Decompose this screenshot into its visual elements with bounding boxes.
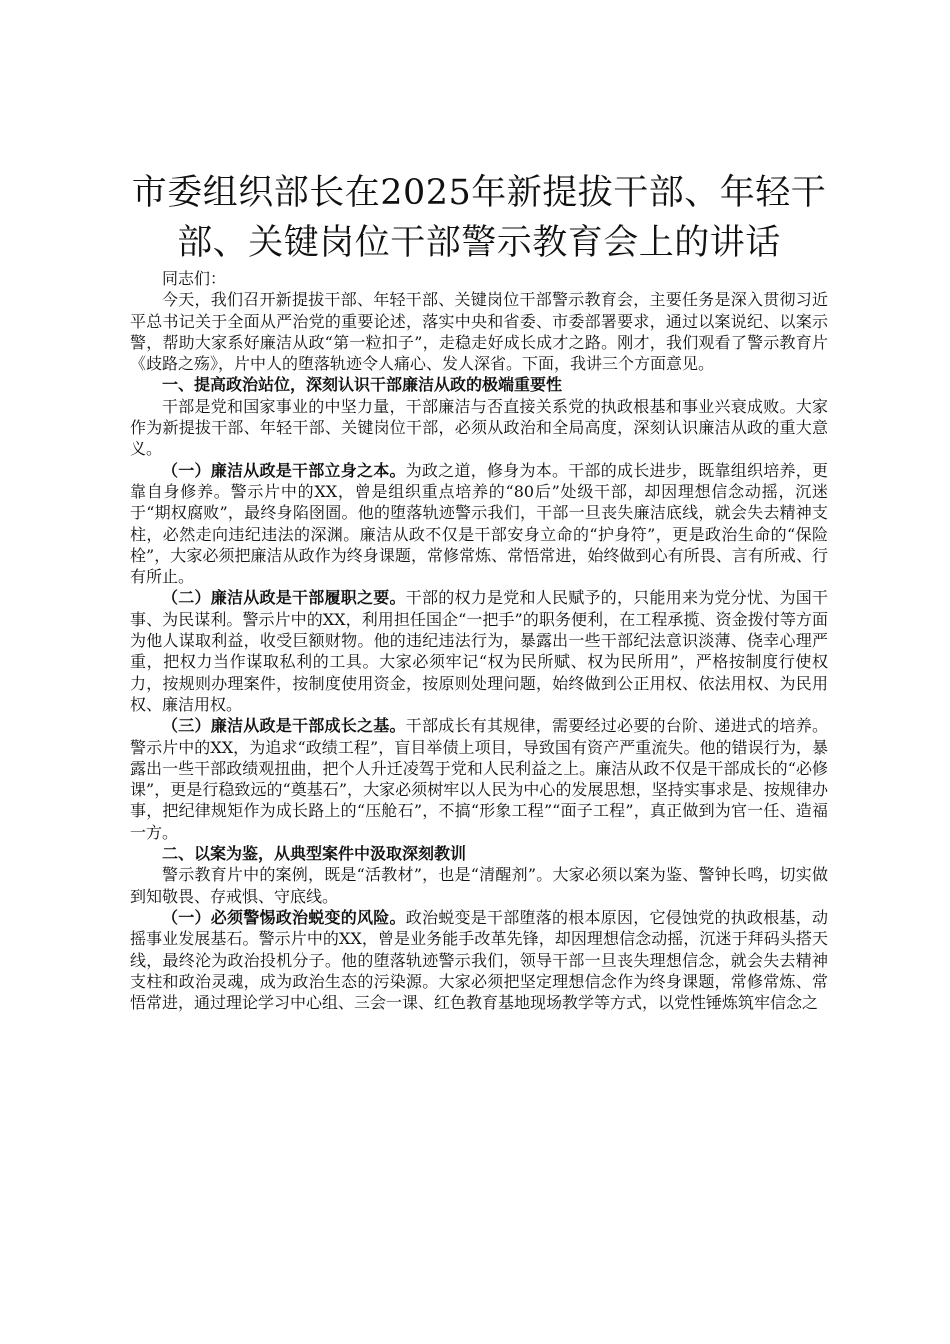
title-line-2: 部、关键岗位干部警示教育会上的讲话 [177,223,781,263]
point-body: 政治蜕变是干部堕落的根本原因，它侵蚀党的执政根基，动摇事业发展基石。警示片中的XX，曾是业务能手改革先锋，却因理想信念动摇，沉迷于拜码头搭天线，最终沦为政治投机分子。他的堕落轨迹警示我们，领导干部一旦丧失理想信念，就会失去精神支柱和政治灵魂，成为政治生态的污染源。大家必须把坚定理想信念作为终身课题，常修常炼、常悟常进，通过理论学习中心组、三会一课、红色教育基地现场教学等方式，以党性锤炼筑牢信念之 [130,907,828,1013]
document-title [130,168,828,268]
point-body: 为政之道，修身为本。干部的成长进步，既靠组织培养，更靠自身修养。警示片中的XX，曾是组织重点培养的“80后”处级干部，却因理想信念动摇，沉迷于“期权腐败”，最终身陷囹圄。他的堕落轨迹警示我们，干部一旦丧失廉洁底线，就会失去精神支柱，必然走向违纪违法的深渊。廉洁从政不仅是干部安身立命的“护身符”，更是政治生命的“保险栓”，大家必须把廉洁从政作为终身课题，常修常炼、常悟常进，始终做到心有所畏、言有所戒、行有所止。 [130,460,828,587]
point-lead: （二）廉洁从政是干部履职之要。 [162,588,406,608]
point-lead: （一）必须警惕政治蜕变的风险。 [162,907,406,927]
point-body: 干部的权力是党和人民赋予的，只能用来为党分忧、为国干事、为民谋利。警示片中的XX，利用担任国企“一把手”的职务便利，在工程承揽、资金拨付等方面为他人谋取利益，收受巨额财物。他的违纪违法行为，暴露出一些干部纪法意识淡薄、侥幸心理严重，把权力当作谋取私利的工具。大家必须牢记“权为民所赋、权为民所用”，严格按制度行使权力，按规则办理案件，按制度使用资金，按原则处理问题，始终做到公正用权、依法用权、为民用权、廉洁用权。 [130,588,828,714]
document-page [130,168,828,1013]
section-2-intro: 警示教育片中的案例，既是“活教材”，也是“清醒剂”。大家必须以案为鉴、警钟长鸣，切实做到知敬畏、存戒惧、守底线。 [130,865,828,906]
point-body: 干部成长有其规律，需要经过必要的台阶、递进式的培养。警示片中的XX，为追求“政绩工程”，盲目举债上项目，导致国有资产严重流失。他的错误行为，暴露出一些干部政绩观扭曲，把个人升迁凌驾于党和人民利益之上。廉洁从政不仅是干部成长的“必修课”，更是行稳致远的“奠基石”，大家必须树牢以人民为中心的发展思想，坚持实事求是、按规律办事，把纪律规矩作为成长路上的“压舱石”，不搞“形象工程”“面子工程”，真正做到为官一任、造福一方。 [130,716,828,842]
section-2-point-1 [130,907,828,1013]
intro-paragraph: 今天，我们召开新提拔干部、年轻干部、关键岗位干部警示教育会，主要任务是深入贯彻习近平总书记关于全面从严治党的重要论述，落实中央和省委、市委部署要求，通过以案说纪、以案示警，帮助大家系好廉洁从政“第一粒扣子”，走稳走好成长成才之路。刚才，我们观看了警示教育片《歧路之殇》，片中人的堕落轨迹令人痛心、发人深省。下面，我讲三个方面意见。 [130,290,828,374]
point-lead: （三）廉洁从政是干部成长之基。 [162,716,406,736]
section-1-point-3 [130,715,828,843]
section-1-intro: 干部是党和国家事业的中坚力量，干部廉洁与否直接关系党的执政根基和事业兴衰成败。大家作为新提拔干部、年轻干部、关键岗位干部，必须从政治和全局高度，深刻认识廉洁从政的重大意义。 [130,396,828,459]
title-line-1: 市委组织部长在2025年新提拔干部、年轻干 [131,173,827,213]
section-1-point-1 [130,460,828,588]
section-2-heading: 二、以案为鉴，从典型案件中汲取深刻教训 [162,844,467,864]
section-1-point-2 [130,587,828,715]
salutation: 同志们： [162,269,227,288]
section-1-heading: 一、提高政治站位，深刻认识干部廉洁从政的极端重要性 [162,375,563,395]
point-lead: （一）廉洁从政是干部立身之本。 [162,460,406,480]
